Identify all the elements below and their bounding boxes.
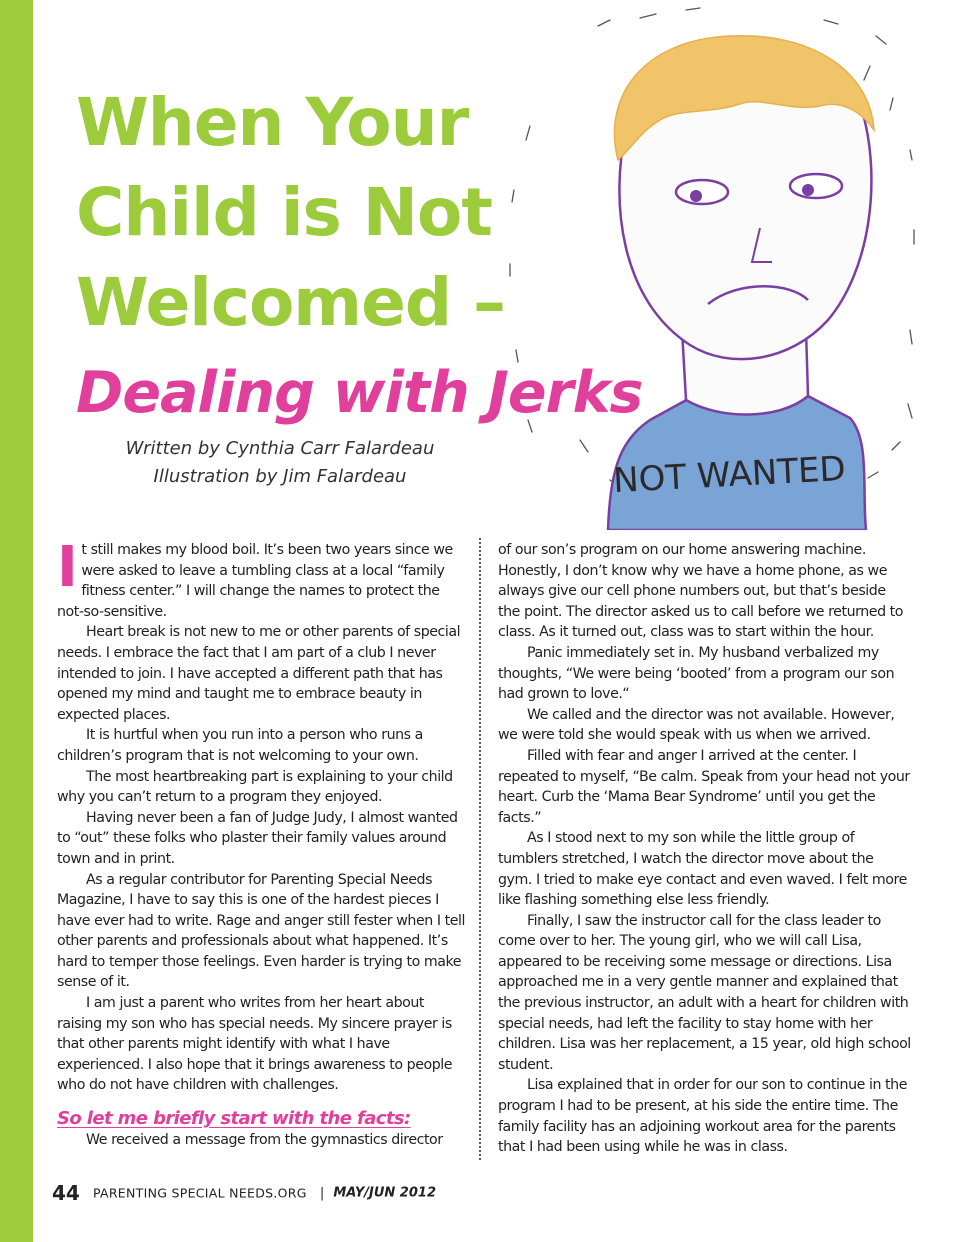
- title-line-2: Child is Not: [76, 174, 492, 251]
- subheading-facts: So let me briefly start with the facts:: [57, 1108, 411, 1130]
- drop-cap: I: [57, 535, 78, 600]
- right-eye: [790, 174, 842, 198]
- byline-author: Written by Cynthia Carr Falardeau: [125, 438, 435, 459]
- column-divider: [479, 538, 481, 1160]
- paragraph-5: Having never been a fan of Judge Judy, I almost wanted to “out” these folks who plaster their family values around town and in print.: [57, 809, 458, 867]
- paragraph-15: Lisa explained that in order for our son to continue in the program I had to be present, at his side the entire time. The family facility has an adjoining workout area for the parents that I had been using while he was in class.: [498, 1077, 907, 1156]
- paragraph-4: The most heartbreaking part is explaining to your child why you can’t return to a program they enjoyed.: [57, 768, 453, 806]
- right-pupil: [802, 184, 814, 196]
- paragraph-6: As a regular contributor for Parenting Special Needs Magazine, I have to say this is one of the hardest pieces I have ever had to write. Rage and anger still fester when I tell other parents and professionals about what happened. It’s hard to temper those feelings. Even harder is trying to make sense of it.: [57, 871, 465, 991]
- footer-issue: MAY/JUN 2012: [333, 1185, 436, 1201]
- paragraph-2: Heart break is not new to me or other parents of special needs. I embrace the fact that I am part of a club I never intended to join. I have accepted a different path that has opened my mind and taught me to embrace beauty in expected places.: [57, 624, 461, 723]
- paragraph-9: of our son’s program on our home answering machine. Honestly, I don’t know why we have a home phone, as we always give our cell phone numbers out, but that’s beside the point. The director asked us to call before we returned to class. As it turned out, class was to start within the hour.: [498, 542, 904, 641]
- left-pupil: [690, 190, 702, 202]
- paragraph-14: Finally, I saw the instructor call for the class leader to come over to her. The young girl, who we will call Lisa, appeared to be receiving some message or directions. Lisa approached me in a very gentle manner and explained that the previous instructor, an adult with a heart for children with special needs, had left the facility to stay home with her children. Lisa was her replacement, a 15 year, old high school student.: [498, 912, 911, 1073]
- body-column-right: [498, 540, 911, 1158]
- paragraph-10: Panic immediately set in. My husband verbalized my thoughts, “We were being ‘booted’ from a program our son had grown to love.“: [498, 644, 895, 703]
- left-eye: [676, 180, 728, 204]
- paragraph-8: We received a message from the gymnastics director: [86, 1132, 443, 1149]
- footer-site: PARENTING SPECIAL NEEDS.ORG: [92, 1185, 307, 1201]
- article-subtitle: Dealing with Jerks: [76, 360, 643, 426]
- byline-illustrator: Illustration by Jim Falardeau: [153, 466, 407, 487]
- paragraph-12: Filled with fear and anger I arrived at the center. I repeated to myself, “Be calm. Speak from your head not your heart. Curb the ‘Mama Bear Syndrome’ until you get the facts.”: [498, 747, 910, 826]
- paragraph-7: I am just a parent who writes from her heart about raising my son who has special needs. My sincere prayer is that other parents might identify with what I have experienced. I also hope that it brings awareness to people who do not have children with challenges.: [57, 995, 453, 1094]
- page-footer: [52, 1181, 436, 1205]
- paragraph-3: It is hurtful when you run into a person who runs a children’s program that is not welcoming to your own.: [57, 727, 423, 764]
- footer-separator: |: [319, 1185, 325, 1201]
- page-number: 44: [52, 1181, 80, 1205]
- illustration-unwelcome-boy: [490, 0, 960, 530]
- body-column-left: [57, 535, 470, 1151]
- paragraph-13: As I stood next to my son while the little group of tumblers stretched, I watch the director move about the gym. I tried to make eye contact and even waved. I felt more like flashing something else less friendly.: [498, 830, 907, 909]
- paragraph-11: We called and the director was not available. However, we were told she would speak with us when we arrived.: [498, 706, 895, 744]
- title-line-1: When Your: [76, 84, 469, 161]
- shirt-text: NOT WANTED: [612, 448, 847, 502]
- title-line-3: Welcomed –: [76, 264, 506, 341]
- paragraph-1: It still makes my blood boil. It’s been two years since we were asked to leave a tumbling class at a local “family fitness center.” I will change the names to protect the not-so-sensitive.: [57, 535, 453, 620]
- left-accent-bar: [0, 0, 33, 1242]
